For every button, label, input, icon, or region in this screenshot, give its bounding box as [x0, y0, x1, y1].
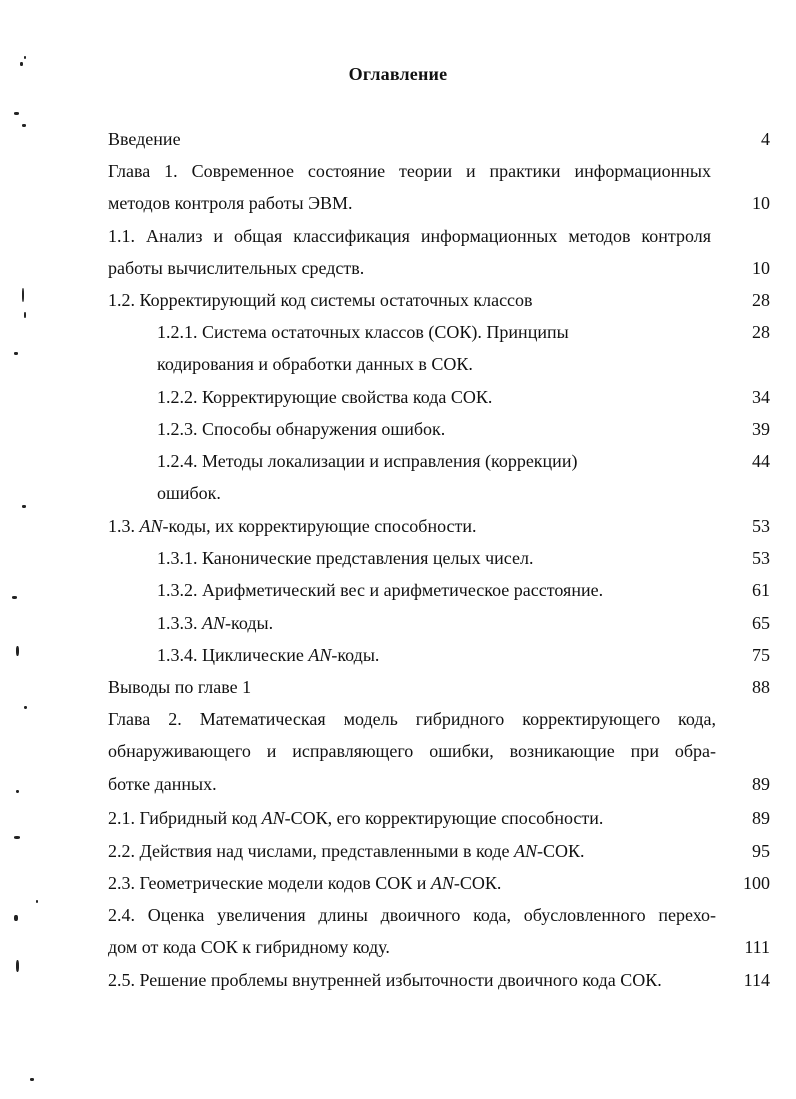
- toc-entry-text: 2.3. Геометрические модели кодов СОК и: [108, 873, 431, 893]
- toc-entry-text: -коды, их корректирующие способности.: [162, 516, 477, 536]
- toc-page-number: 61: [752, 580, 770, 600]
- toc-page-number: 10: [752, 258, 770, 278]
- toc-entry-1-2-4: 1.2.4. Методы локализации и исправления (коррекции): [157, 451, 578, 471]
- toc-page-number: 53: [752, 548, 770, 568]
- toc-entry-2-3: [108, 870, 501, 896]
- toc-entry-1-2-4-cont: ошибок.: [157, 483, 221, 503]
- toc-entry-1-1: 1.1. Анализ и общая классификация информационных методов контроля: [108, 226, 711, 246]
- toc-entry-text: -коды.: [225, 613, 274, 633]
- toc-page-number: 28: [752, 322, 770, 342]
- scan-speck: [30, 1078, 34, 1081]
- scan-speck: [14, 915, 18, 921]
- toc-page-number: 39: [752, 419, 770, 439]
- toc-entry-1-3-1: 1.3.1. Канонические представления целых чисел.: [157, 548, 534, 568]
- toc-entry-text: 1.3.: [108, 516, 140, 536]
- toc-entry-chapter-1: Глава 1. Современное состояние теории и практики информационных: [108, 161, 711, 181]
- toc-page-number: 114: [743, 970, 770, 990]
- an-code-symbol: AN: [308, 645, 332, 665]
- toc-entry-1-3: [108, 513, 477, 539]
- toc-entry-text: 2.2. Действия над числами, представленными в коде: [108, 841, 515, 861]
- toc-entry-1-2-2: 1.2.2. Корректирующие свойства кода СОК.: [157, 387, 493, 407]
- scan-speck: [22, 124, 26, 127]
- toc-entry-2-1: [108, 805, 603, 831]
- toc-entry-1-2-3: 1.2.3. Способы обнаружения ошибок.: [157, 419, 446, 439]
- toc-entry-2-4: 2.4. Оценка увеличения длины двоичного кода, обусловленного перехо-: [108, 905, 716, 925]
- toc-entry-text: -СОК.: [453, 873, 502, 893]
- toc-entry-1-2: 1.2. Корректирующий код системы остаточных классов: [108, 290, 533, 310]
- toc-page-number: 10: [752, 193, 770, 213]
- toc-entry-1-2-1: 1.2.1. Система остаточных классов (СОК). Принципы: [157, 322, 569, 342]
- toc-page-number: 95: [752, 841, 770, 861]
- toc-page-number: 53: [752, 516, 770, 536]
- toc-entry-1-2-1-cont: кодирования и обработки данных в СОК.: [157, 354, 473, 374]
- toc-entry-2-5: 2.5. Решение проблемы внутренней избыточности двоичного кода СОК.: [108, 970, 662, 990]
- toc-page-number: 28: [752, 290, 770, 310]
- toc-page-number: 89: [752, 808, 770, 828]
- an-code-symbol: AN: [430, 873, 454, 893]
- toc-entry-chapter-1-cont: методов контроля работы ЭВМ.: [108, 193, 353, 213]
- toc-page-number: 88: [752, 677, 770, 697]
- toc-page-number: 100: [743, 873, 770, 893]
- an-code-symbol: AN: [514, 841, 538, 861]
- toc-page-number: 44: [752, 451, 770, 471]
- an-code-symbol: AN: [261, 808, 285, 828]
- toc-entry-text: -СОК, его корректирующие способности.: [284, 808, 604, 828]
- toc-entry-1-3-4: [157, 642, 379, 668]
- an-code-symbol: AN: [139, 516, 163, 536]
- scan-speck: [24, 312, 26, 318]
- toc-entry-text: -СОК.: [537, 841, 585, 861]
- toc-entry-text: 1.3.3.: [157, 613, 202, 633]
- scan-speck: [16, 790, 19, 793]
- toc-entry-1-3-3: [157, 610, 273, 636]
- toc-entry-chapter-2-cont: ботке данных.: [108, 774, 217, 794]
- toc-entry-introduction: Введение: [108, 129, 181, 149]
- toc-entry-chapter-2-cont: обнаруживающего и исправляющего ошибки, возникающие при обра-: [108, 741, 716, 761]
- scan-speck: [16, 646, 19, 656]
- toc-entry-chapter-1-conclusions: Выводы по главе 1: [108, 677, 252, 697]
- scan-speck: [12, 596, 17, 599]
- scan-speck: [24, 706, 27, 709]
- toc-page-number: 89: [752, 774, 770, 794]
- toc-page-number: 111: [744, 937, 770, 957]
- scan-speck: [36, 900, 38, 903]
- toc-page-number: 75: [752, 645, 770, 665]
- toc-page-number: 4: [761, 129, 770, 149]
- scan-speck: [14, 836, 20, 839]
- toc-page-number: 65: [752, 613, 770, 633]
- scan-speck: [24, 56, 26, 59]
- scan-speck: [14, 352, 18, 355]
- toc-entry-2-2: [108, 838, 585, 864]
- toc-page-number: 34: [752, 387, 770, 407]
- scan-speck: [22, 288, 24, 302]
- scan-speck: [14, 112, 19, 115]
- scan-speck: [22, 505, 26, 508]
- toc-entry-text: 1.3.4. Циклические: [157, 645, 309, 665]
- toc-entry-chapter-2: Глава 2. Математическая модель гибридного корректирующего кода,: [108, 709, 716, 729]
- page-title: Оглавление: [348, 64, 448, 84]
- toc-entry-text: -коды.: [331, 645, 380, 665]
- toc-entry-1-1-cont: работы вычислительных средств.: [108, 258, 365, 278]
- an-code-symbol: AN: [202, 613, 226, 633]
- scan-speck: [16, 960, 19, 972]
- toc-entry-text: 2.1. Гибридный код: [108, 808, 262, 828]
- toc-entry-1-3-2: 1.3.2. Арифметический вес и арифметическое расстояние.: [157, 580, 604, 600]
- toc-entry-2-4-cont: дом от кода СОК к гибридному коду.: [108, 937, 390, 957]
